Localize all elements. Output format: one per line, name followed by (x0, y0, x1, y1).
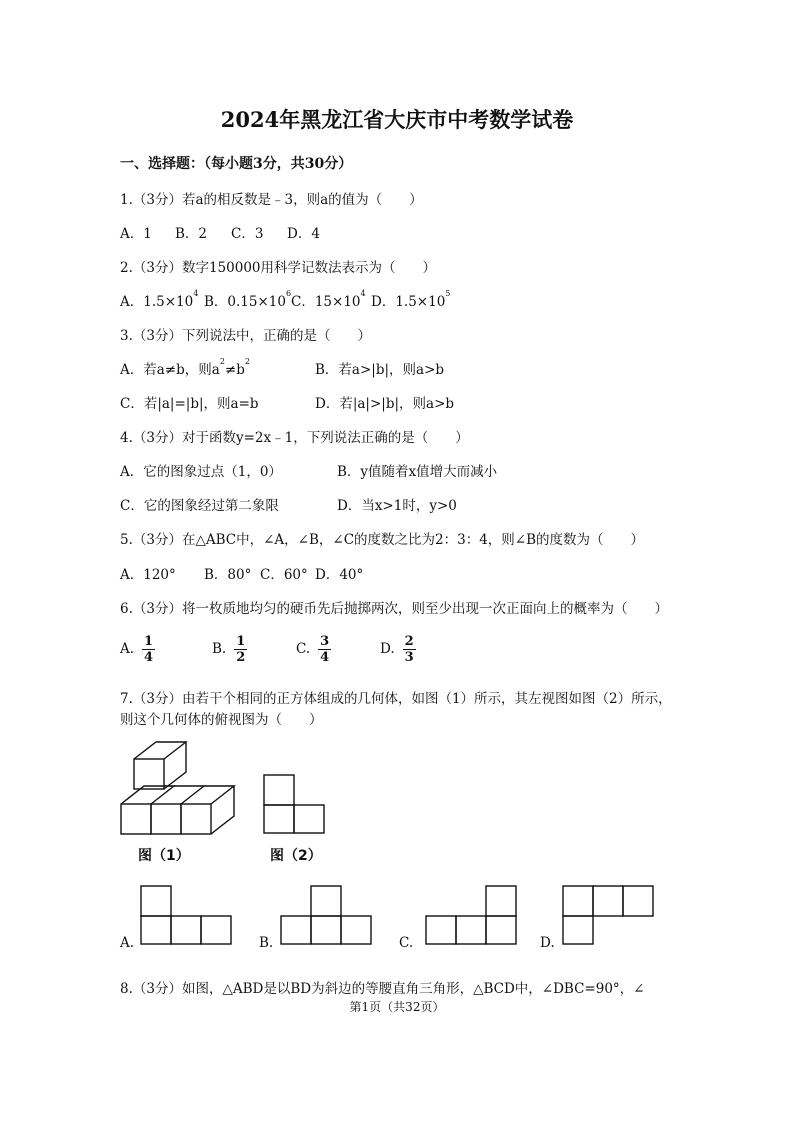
q7-option-c-label: C. (399, 935, 414, 951)
question-8-stem: 8.（3分）如图，△ABD是以BD为斜边的等腰直角三角形，△BCD中，∠DBC=90°，∠ (120, 981, 645, 997)
question-5-stem: 5.（3分）在△ABC中，∠A，∠B，∠C的度数之比为2：3：4，则∠B的度数为（ ） (120, 532, 645, 548)
figure-1-solid (110, 735, 240, 840)
question-7-stem-line1: 7.（3分）由若干个相同的正方体组成的几何体，如图（1）所示，其左视图如图（2）所示， (120, 691, 672, 707)
q7-option-b-figure (279, 884, 373, 946)
figure-2-left-view (262, 773, 326, 835)
q3-option-a: A．若a≠b，则$a^2\ne b^2$ (120, 357, 250, 378)
q2-option-b: B．$0.15\times 10^6$ (204, 289, 292, 310)
q1-option-b: B．2 (175, 226, 208, 242)
section-heading: 一、选择题：（每小题3分，共30分） (120, 156, 353, 172)
q7-option-a-label: A. (120, 935, 135, 951)
q7-option-a-figure (139, 884, 233, 946)
q2-option-c: C．$15\times 10^4$ (291, 289, 366, 310)
q6-option-a: A. $\frac{1}{4}$ (120, 634, 154, 665)
q6-option-b: B. $\frac{1}{2}$ (212, 634, 246, 665)
fraction: $\frac{2}{3}$ (404, 634, 414, 665)
q6-option-d: D. $\frac{2}{3}$ (380, 634, 414, 665)
q2-option-a: A．$1.5\times 10^4$ (120, 289, 199, 310)
q7-option-b-label: B. (259, 935, 274, 951)
q1-option-c: C．3 (231, 226, 264, 242)
q7-option-d-label: D. (540, 935, 555, 951)
figure-2-caption: 图（2） (270, 848, 322, 864)
fraction: $\frac{1}{2}$ (236, 634, 246, 665)
q3-option-d: D．若|a|>|b|，则a>b (315, 396, 455, 412)
q4-option-b: B．y值随着x值增大而减小 (337, 464, 498, 480)
fraction: $\frac{1}{4}$ (144, 634, 154, 665)
q7-option-c-figure (424, 884, 518, 946)
question-6-stem: 6.（3分）将一枚质地均匀的硬币先后抛掷两次，则至少出现一次正面向上的概率为（ ） (120, 601, 668, 617)
q1-option-d: D．4 (287, 226, 320, 242)
q2-option-d: D．$1.5\times 10^5$ (371, 289, 451, 310)
question-3-stem: 3.（3分）下列说法中，正确的是（ ） (120, 328, 371, 344)
question-1-stem: 1.（3分）若a的相反数是﹣3，则a的值为（ ） (120, 192, 423, 208)
q4-option-c: C．它的图象经过第二象限 (120, 498, 279, 514)
q5-option-c: C．60° (260, 567, 308, 583)
q5-option-a: A．120° (120, 567, 176, 583)
q6-option-c: C. $\frac{3}{4}$ (296, 634, 330, 665)
fraction: $\frac{3}{4}$ (320, 634, 330, 665)
q1-option-a: A．1 (120, 226, 152, 242)
q3-option-b: B．若a>|b|，则a>b (315, 362, 445, 378)
figure-1-caption: 图（1） (138, 848, 190, 864)
q4-option-a: A．它的图象过点（1，0） (120, 464, 282, 480)
question-7-stem-line2: 则这个几何体的俯视图为（ ） (120, 712, 323, 728)
q5-option-b: B．80° (204, 567, 252, 583)
q3-option-c: C．若|a|=|b|，则a=b (120, 396, 259, 412)
page-title: 2024年黑龙江省大庆市中考数学试卷 (220, 107, 574, 132)
question-2-stem: 2.（3分）数字150000用科学记数法表示为（ ） (120, 260, 437, 276)
question-4-stem: 4.（3分）对于函数y=2x﹣1，下列说法正确的是（ ） (120, 430, 469, 446)
page-footer: 第1页（共32页） (349, 1000, 445, 1014)
q4-option-d: D．当x>1时，y>0 (337, 498, 457, 514)
q5-option-d: D．40° (315, 567, 364, 583)
q7-option-d-figure (561, 884, 655, 946)
